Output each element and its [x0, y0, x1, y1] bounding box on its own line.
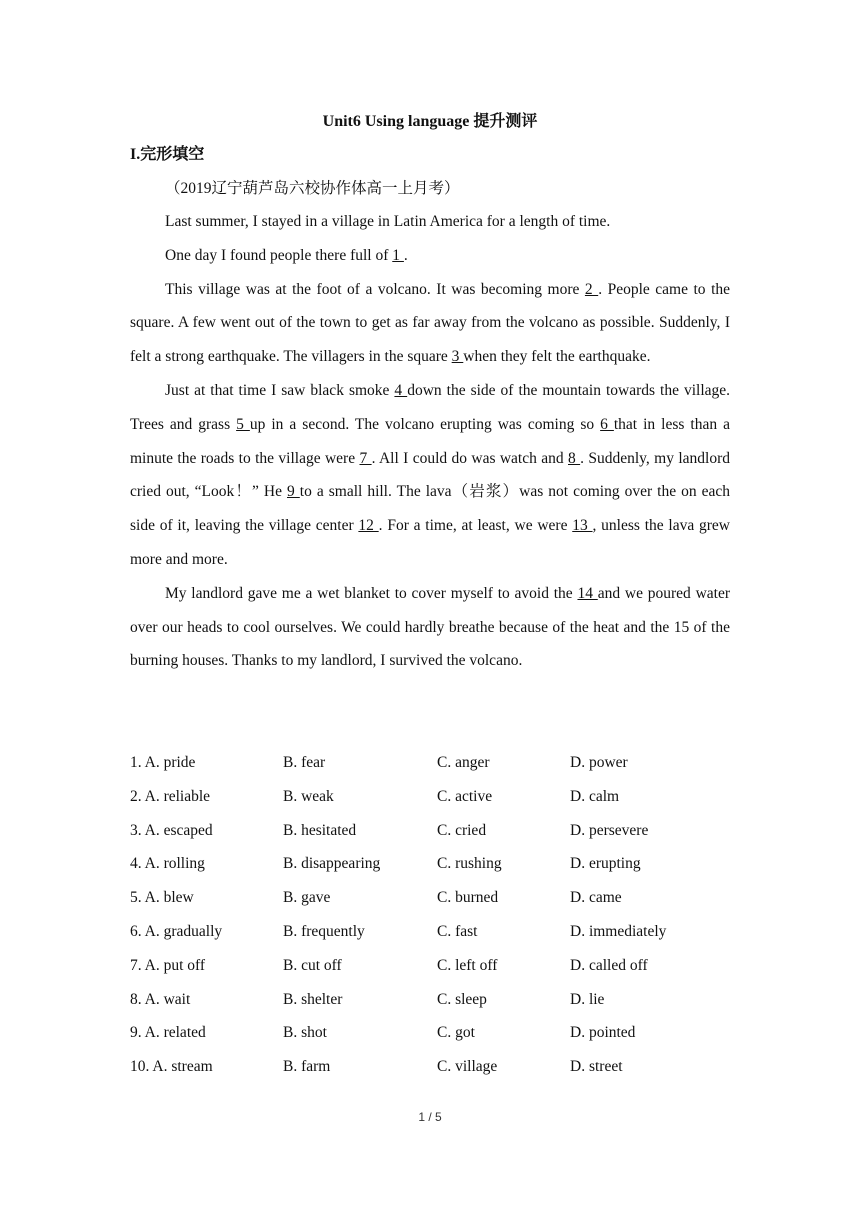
- option-row: [130, 847, 750, 881]
- document-title: Unit6 Using language 提升测评: [322, 113, 538, 130]
- option-a: 9. A. related: [130, 1024, 206, 1042]
- blank-5: 5: [236, 415, 250, 433]
- blank-1: 1: [392, 246, 404, 264]
- option-c: C. left off: [437, 956, 498, 974]
- option-a: 5. A. blew: [130, 889, 194, 907]
- option-d: D. came: [570, 889, 622, 907]
- page-number: 1 / 5: [418, 1110, 442, 1124]
- option-row: [130, 949, 750, 983]
- option-b: B. shot: [283, 1024, 327, 1042]
- option-b: B. cut off: [283, 956, 342, 974]
- option-d: D. lie: [570, 990, 605, 1008]
- option-d: D. calm: [570, 787, 620, 805]
- option-b: B. disappearing: [283, 855, 381, 873]
- option-row: [130, 1016, 750, 1050]
- section-heading: I.完形填空: [130, 146, 205, 163]
- option-c: C. sleep: [437, 990, 487, 1008]
- option-b: B. gave: [283, 889, 331, 907]
- blank-9: 9: [287, 483, 300, 501]
- option-b: B. weak: [283, 787, 334, 805]
- paragraph-4: Just at that time I saw black smoke 4 down the side of the mountain towards the village. Trees and grass 5 up in a second. The volcano erupting was coming so 6 that in less than a minute the roads to the village were 7 . All I could do was watch and 8 . Suddenly, my landlord cried out, “Look！” He 9 to a small hill. The lava（岩浆）was not coming over the on each side of it, leaving the village center 12 . For a time, at least, we were 13 , unless the lava grew more and more.: [130, 381, 731, 568]
- blank-4: 4: [394, 381, 408, 399]
- option-c: C. village: [437, 1058, 498, 1076]
- blank-2: 2: [584, 280, 599, 298]
- option-c: C. got: [437, 1024, 475, 1042]
- option-a: 4. A. rolling: [130, 855, 205, 873]
- source-note: （2019辽宁葫芦岛六校协作体高一上月考）: [165, 180, 460, 197]
- blank-13: 13: [572, 517, 593, 535]
- blank-7: 7: [359, 449, 372, 467]
- option-a: 7. A. put off: [130, 956, 206, 974]
- option-b: B. fear: [283, 754, 326, 771]
- option-b: B. farm: [283, 1058, 331, 1076]
- blank-6: 6: [600, 415, 614, 433]
- option-c: C. active: [437, 787, 493, 805]
- option-d: D. called off: [570, 956, 648, 974]
- option-row: [130, 814, 750, 848]
- option-row: [130, 881, 750, 915]
- option-a: 8. A. wait: [130, 990, 191, 1008]
- option-a: 1. A. pride: [130, 754, 196, 771]
- option-d: D. street: [570, 1058, 623, 1076]
- option-b: B. shelter: [283, 990, 343, 1008]
- paragraph-5: My landlord gave me a wet blanket to cover myself to avoid the 14 and we poured water over our heads to cool ourselves. We could hardly breathe because of the heat and the 15 of the burning houses. Thanks to my landlord, I survived the volcano.: [130, 584, 730, 670]
- option-c: C. burned: [437, 889, 499, 907]
- option-c: C. fast: [437, 922, 478, 940]
- option-row: [130, 780, 750, 814]
- option-d: D. power: [570, 754, 628, 771]
- option-a: 6. A. gradually: [130, 922, 223, 940]
- paragraph-1: Last summer, I stayed in a village in Latin America for a length of time.: [165, 213, 611, 230]
- blank-3: 3: [451, 348, 464, 366]
- option-b: B. frequently: [283, 922, 365, 940]
- answer-options: [130, 746, 750, 1084]
- option-c: C. anger: [437, 754, 490, 771]
- blank-14: 14: [577, 584, 598, 602]
- option-d: D. immediately: [570, 922, 667, 940]
- paragraph-3: This village was at the foot of a volcano. It was becoming more 2 . People came to the square. A few went out of the town to get as far away from the volcano as possible. Suddenly, I felt a strong earthquake. The villagers in the square 3 when they felt the earthquake.: [130, 280, 730, 366]
- option-a: 3. A. escaped: [130, 821, 213, 839]
- option-a: 2. A. reliable: [130, 787, 211, 805]
- cloze-passage: [130, 205, 730, 678]
- option-c: C. cried: [437, 821, 487, 839]
- option-d: D. pointed: [570, 1024, 636, 1042]
- blank-12: 12: [358, 517, 379, 535]
- option-row: [130, 915, 750, 949]
- option-d: D. persevere: [570, 821, 649, 839]
- option-b: B. hesitated: [283, 821, 357, 839]
- option-row: [130, 746, 750, 780]
- option-row: [130, 1050, 750, 1084]
- blank-8: 8: [568, 449, 581, 467]
- option-row: [130, 983, 750, 1017]
- paragraph-2: One day I found people there full of 1 .: [165, 246, 408, 264]
- option-c: C. rushing: [437, 855, 502, 873]
- option-a: 10. A. stream: [130, 1058, 213, 1076]
- option-d: D. erupting: [570, 855, 641, 873]
